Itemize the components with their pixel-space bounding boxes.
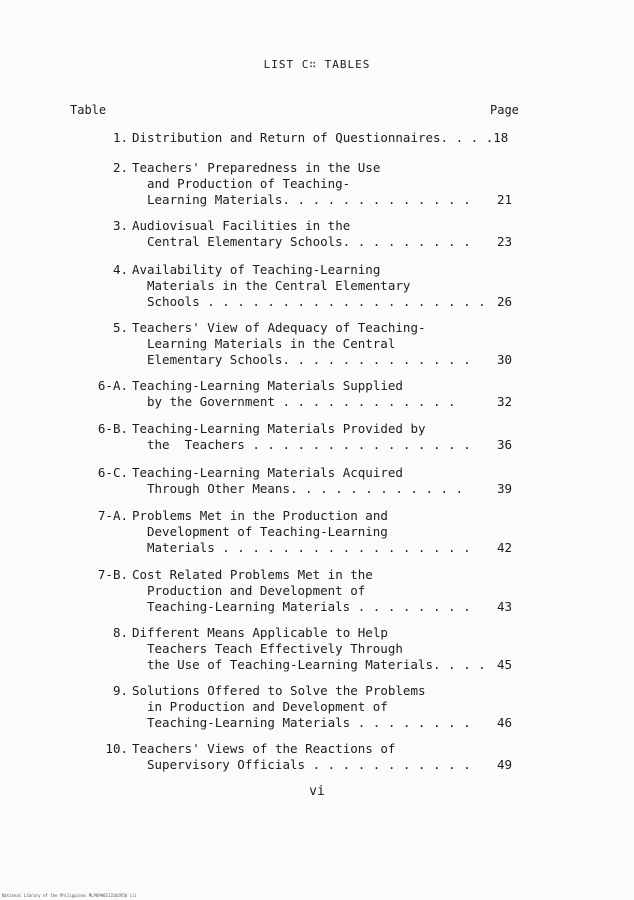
- entry-title-line: Teaching-Learning Materials Supplied: [132, 378, 403, 393]
- entry-title-line: Learning Materials. . . . . . . . . . . . .: [147, 192, 471, 207]
- entry-page: 30: [497, 352, 513, 367]
- entry-title-line: Teachers' View of Adequacy of Teaching-: [132, 320, 426, 335]
- entry-number: 10.: [105, 741, 128, 756]
- entry-title-line: Teachers' Views of the Reactions of: [132, 741, 396, 756]
- entry-page: 42: [497, 540, 513, 555]
- entry-title-line: Teachers' Preparedness in the Use: [132, 160, 381, 175]
- entry-number: 7-B.: [97, 567, 128, 582]
- entry-title-line: Availability of Teaching-Learning: [132, 262, 381, 277]
- entry-title-line: Central Elementary Schools. . . . . . . . .: [147, 234, 471, 249]
- entry-page: 39: [497, 481, 513, 496]
- entry-title-line: Audiovisual Facilities in the: [132, 218, 351, 233]
- entry-title-line: in Production and Development of: [147, 699, 388, 714]
- entry-number: 2.: [112, 160, 128, 175]
- entry-title-line: Elementary Schools. . . . . . . . . . . . .: [147, 352, 471, 367]
- entry-page: 43: [497, 599, 513, 614]
- entry-title-line: Teaching-Learning Materials . . . . . . . .: [147, 715, 471, 730]
- entry-title-line: Teaching-Learning Materials Acquired: [132, 465, 403, 480]
- entry-title-line: Materials . . . . . . . . . . . . . . . . .: [147, 540, 471, 555]
- entry-number: 4.: [112, 262, 128, 277]
- entry-title-line: the Use of Teaching-Learning Materials. . . .: [147, 657, 486, 672]
- entry-number: 6-B.: [97, 421, 128, 436]
- entry-page: 49: [497, 757, 513, 772]
- entry-title-line: by the Government . . . . . . . . . . . .: [147, 394, 456, 409]
- entry-title-line: the Teachers . . . . . . . . . . . . . . .: [147, 437, 471, 452]
- entry-number: 1.: [112, 130, 128, 145]
- entry-title-line: Production and Development of: [147, 583, 366, 598]
- entry-title-line: Problems Met in the Production and: [132, 508, 388, 523]
- page-number: vi: [309, 784, 325, 799]
- entry-title-line: Development of Teaching-Learning: [147, 524, 388, 539]
- entry-title-line: Schools . . . . . . . . . . . . . . . . . . .: [147, 294, 486, 309]
- page-title: LIST C∷ TABLES: [263, 58, 371, 71]
- entry-title-line: Teachers Teach Effectively Through: [147, 641, 403, 656]
- entry-title-line: Materials in the Central Elementary: [147, 278, 411, 293]
- entry-title-line: and Production of Teaching-: [147, 176, 351, 191]
- entry-page: 45: [497, 657, 513, 672]
- entry-title-line: Teaching-Learning Materials Provided by: [132, 421, 426, 436]
- table-column-header: Table: [70, 103, 107, 117]
- entry-title-line: Distribution and Return of Questionnaires. . . .18: [132, 130, 509, 145]
- entry-page: 36: [497, 437, 513, 452]
- entry-number: 6-C.: [97, 465, 128, 480]
- entry-number: 6-A.: [97, 378, 128, 393]
- entry-page: 23: [497, 234, 513, 249]
- entry-title-line: Learning Materials in the Central: [147, 336, 396, 351]
- entry-title-line: Different Means Applicable to Help: [132, 625, 388, 640]
- entry-title-line: Teaching-Learning Materials . . . . . . . .: [147, 599, 471, 614]
- entry-page: 46: [497, 715, 513, 730]
- entry-number: 3.: [112, 218, 128, 233]
- entry-title-line: Through Other Means. . . . . . . . . . . .: [147, 481, 464, 496]
- entry-title-line: Supervisory Officials . . . . . . . . . . .: [147, 757, 471, 772]
- page-column-header: Page: [490, 103, 519, 117]
- entry-number: 9.: [112, 683, 128, 698]
- entry-page: 21: [497, 192, 513, 207]
- entry-number: 5.: [112, 320, 128, 335]
- entry-title-line: Solutions Offered to Solve the Problems: [132, 683, 426, 698]
- entry-page: 26: [497, 294, 513, 309]
- entry-page: 32: [497, 394, 513, 409]
- microfilm-label: National Library of the Philippines MLP0PH0213102950 iii: [2, 893, 137, 898]
- entry-number: 8.: [112, 625, 128, 640]
- entry-title-line: Cost Related Problems Met in the: [132, 567, 373, 582]
- entry-number: 7-A.: [97, 508, 128, 523]
